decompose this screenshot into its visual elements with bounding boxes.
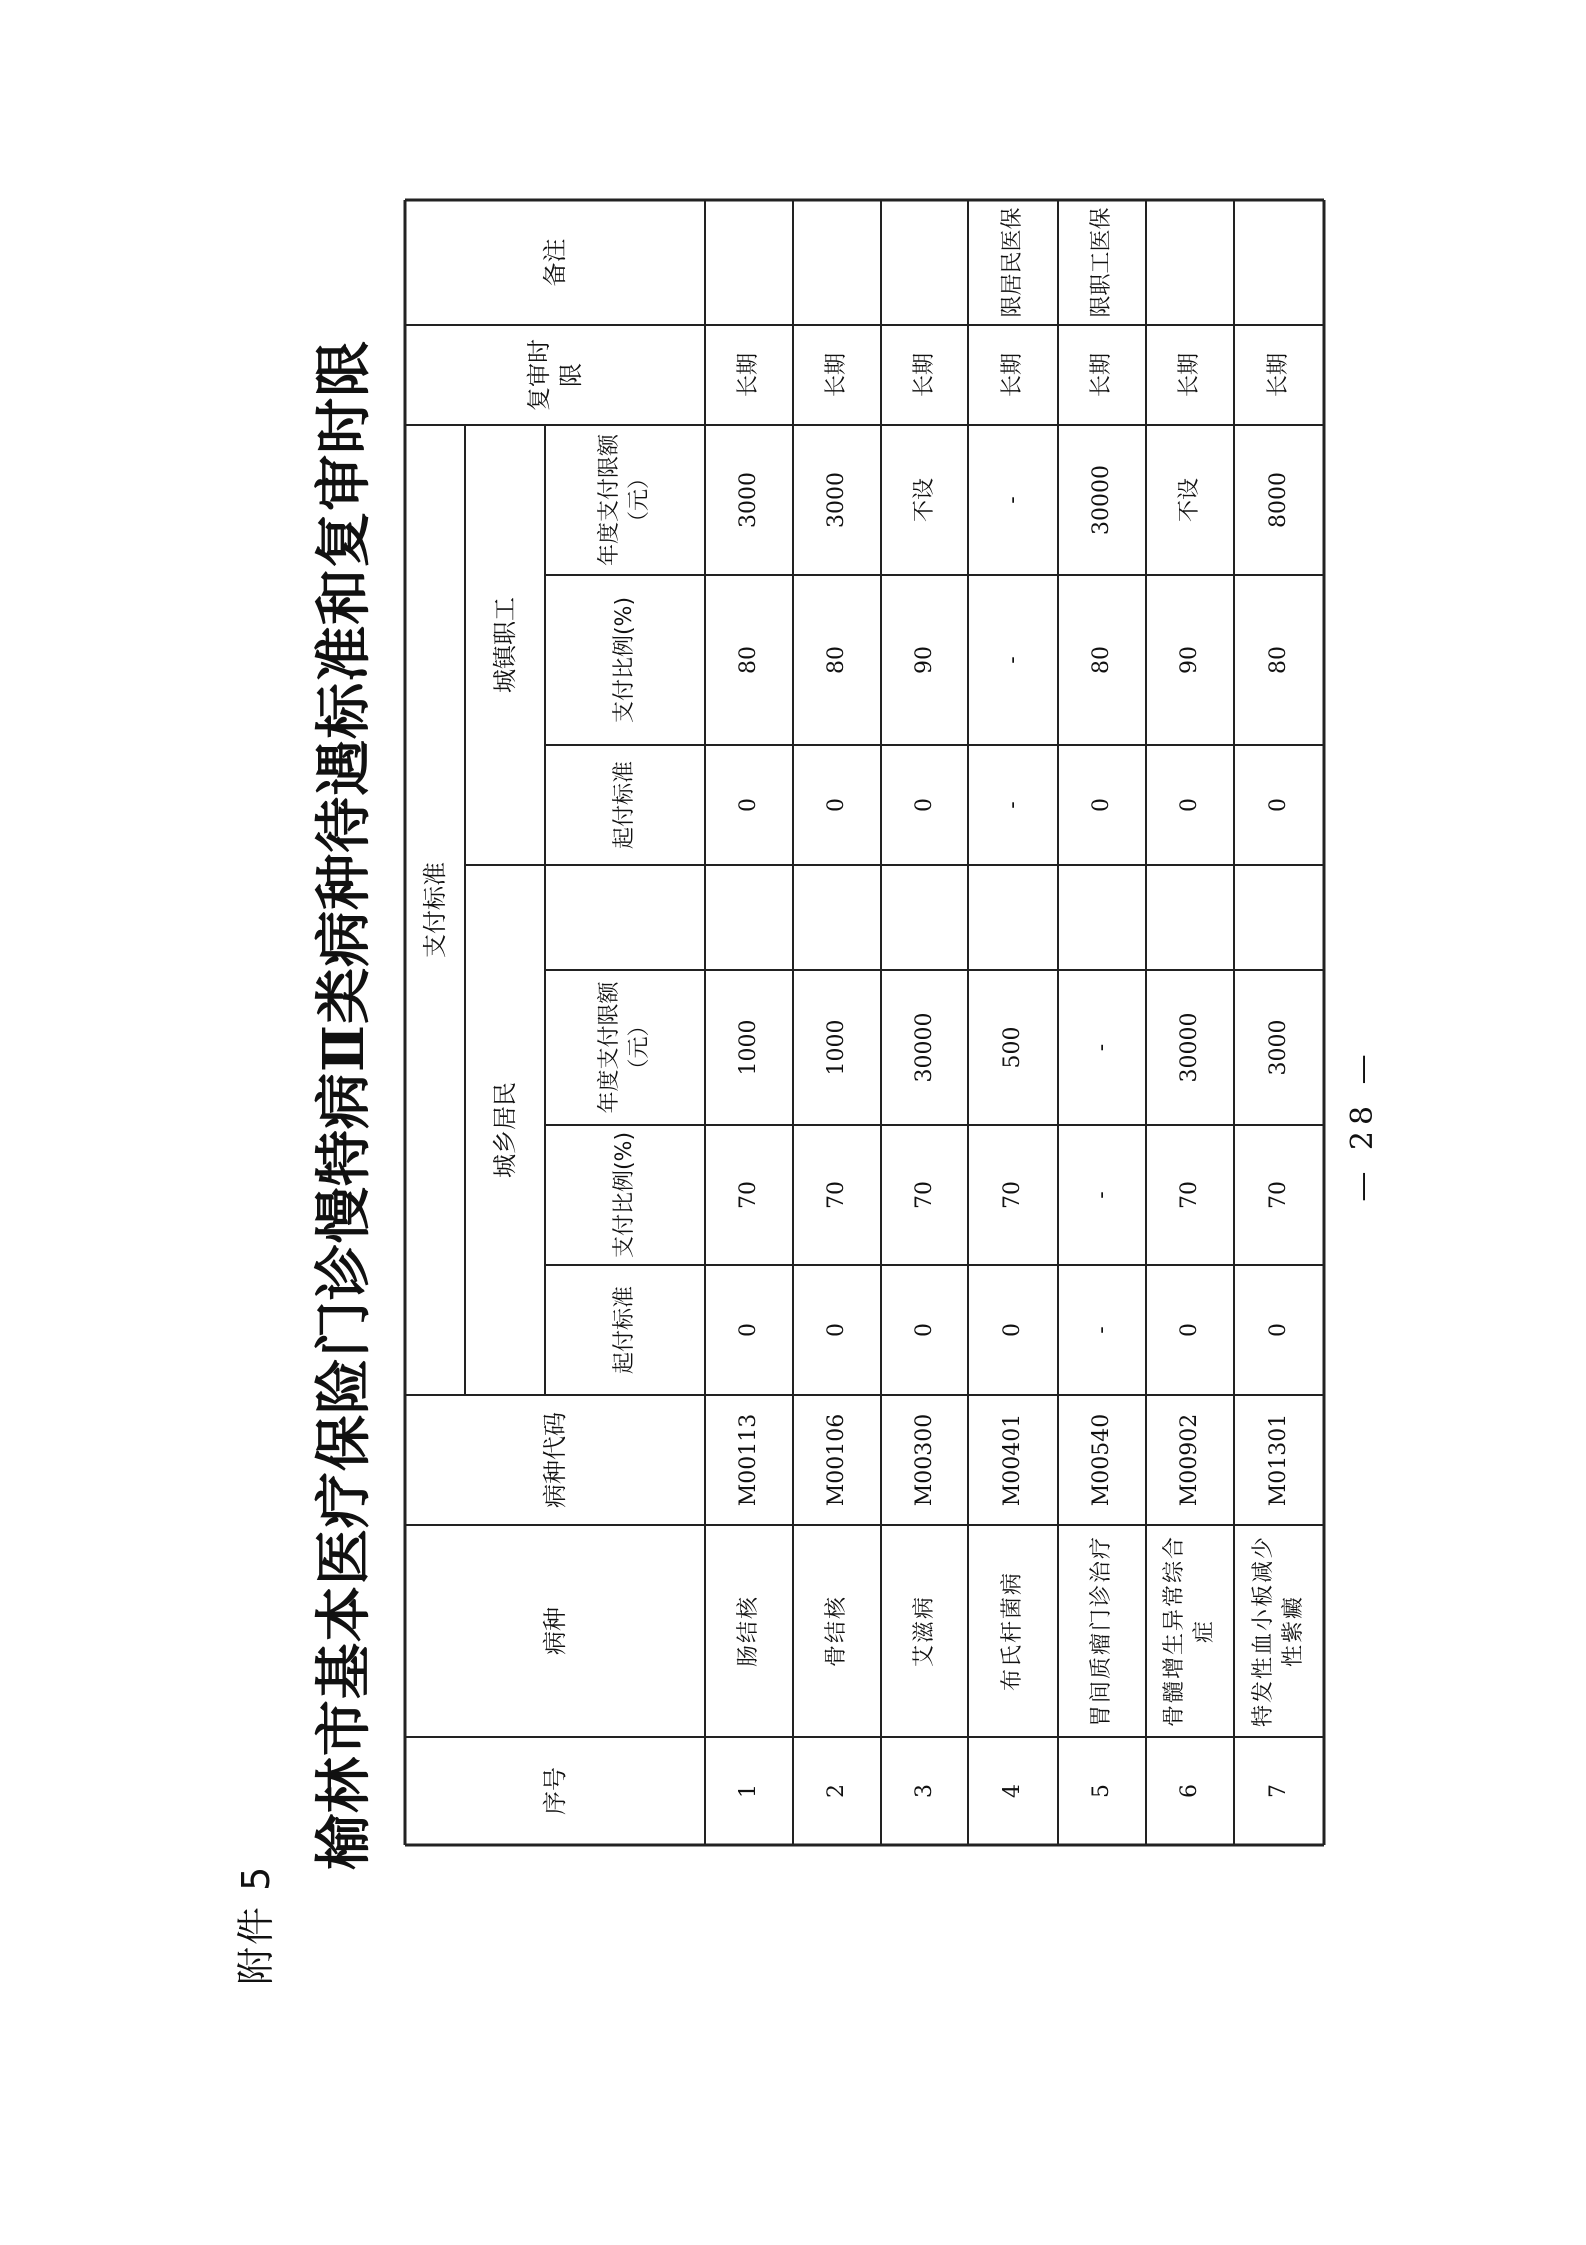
review-period-cell: 长期 — [1266, 353, 1292, 398]
review-period-cell: 长期 — [911, 353, 937, 398]
worker-limit-cell: 不设 — [911, 478, 937, 523]
worker-deductible-cell: 0 — [911, 798, 937, 812]
note-cell — [793, 200, 881, 325]
attachment-label: 附件 5 — [234, 1864, 278, 1985]
worker-header-deductible: 起付标准 — [612, 761, 638, 850]
table-row-code: M00401 — [1000, 1413, 1026, 1507]
note-cell: 限职工医保 — [1089, 207, 1115, 318]
table-row-code: M00902 — [1177, 1413, 1203, 1507]
table-row-code: M01301 — [1266, 1413, 1292, 1507]
table-row-seq: 7 — [1266, 1784, 1292, 1798]
resident-deductible-cell: 0 — [1177, 1323, 1203, 1337]
resident-deductible-cell: 0 — [1000, 1323, 1026, 1337]
worker-deductible-cell: 0 — [1089, 798, 1115, 812]
worker-ratio-cell: 90 — [1177, 646, 1203, 674]
header-code: 病种代码 — [540, 1412, 569, 1508]
resident-limit-cell: 30000 — [1177, 1012, 1203, 1083]
worker-limit-cell: 30000 — [1089, 465, 1115, 535]
note-cell: 限居民医保 — [1000, 207, 1026, 318]
table-row-seq: 2 — [824, 1784, 850, 1798]
header-disease: 病种 — [540, 1607, 569, 1655]
worker-ratio-cell: 80 — [1266, 646, 1292, 674]
resident-ratio-cell: - — [1089, 1191, 1115, 1199]
note-cell — [1234, 200, 1324, 325]
table-row-seq: 3 — [911, 1784, 937, 1798]
worker-header-annual-limit: 年度支付限额（元） — [597, 434, 652, 567]
resident-deductible-cell: 0 — [824, 1323, 850, 1337]
resident-deductible-cell: 0 — [736, 1323, 762, 1337]
table-row-disease: 胃间质瘤门诊治疗 — [1089, 1535, 1115, 1728]
table-row-disease: 布氏杆菌病 — [1000, 1571, 1026, 1692]
worker-limit-cell: 8000 — [1266, 472, 1292, 528]
review-period-cell: 长期 — [1000, 353, 1026, 398]
resident-ratio-cell: 70 — [824, 1181, 850, 1209]
worker-ratio-cell: 80 — [736, 646, 762, 674]
table-row-seq: 1 — [736, 1784, 762, 1798]
header-pay-standard: 支付标准 — [420, 862, 449, 958]
review-period-cell: 长期 — [1089, 353, 1115, 398]
table-row-disease: 特发性血小板减少性紫癜 — [1251, 1535, 1306, 1728]
worker-deductible-cell: 0 — [736, 798, 762, 812]
review-period-cell: 长期 — [824, 353, 850, 398]
resident-limit-cell: 1000 — [824, 1019, 850, 1076]
resident-header-annual-limit: 年度支付限额（元） — [597, 981, 652, 1114]
table-row-seq: 5 — [1089, 1784, 1115, 1798]
header-seq: 序号 — [540, 1767, 569, 1815]
worker-deductible-cell: 0 — [1266, 798, 1292, 812]
resident-ratio-cell: 70 — [1177, 1181, 1203, 1209]
note-cell — [705, 200, 793, 325]
table-row-disease: 骨结核 — [824, 1595, 850, 1668]
resident-ratio-cell: 70 — [736, 1181, 762, 1209]
note-cell — [881, 200, 968, 325]
resident-header-deductible: 起付标准 — [612, 1286, 638, 1375]
table-row-disease: 骨髓增生异常综合症 — [1162, 1535, 1217, 1728]
header-review: 复审时限 — [524, 339, 585, 411]
resident-limit-cell: 500 — [1000, 1026, 1026, 1069]
resident-limit-cell: 3000 — [1266, 1019, 1292, 1076]
resident-deductible-cell: - — [1089, 1326, 1115, 1334]
resident-deductible-cell: 0 — [1266, 1323, 1292, 1337]
page-number: — 28 — — [1345, 1048, 1380, 1202]
table-row-seq: 6 — [1177, 1784, 1203, 1798]
resident-header-ratio: 支付比例(%) — [612, 1131, 638, 1259]
table-row-code: M00113 — [736, 1413, 762, 1507]
resident-deductible-cell: 0 — [911, 1323, 937, 1337]
worker-deductible-cell: - — [1000, 801, 1026, 809]
worker-deductible-cell: 0 — [1177, 798, 1203, 812]
worker-limit-cell: 不设 — [1177, 478, 1203, 523]
worker-header-ratio: 支付比例(%) — [612, 596, 638, 724]
worker-ratio-cell: - — [1000, 656, 1026, 664]
worker-limit-cell: - — [1000, 496, 1026, 504]
note-cell — [1146, 200, 1234, 325]
page-title: 榆林市基本医疗保险门诊慢特病Ⅱ类病种待遇标准和复审时限 — [311, 339, 377, 1871]
resident-limit-cell: - — [1089, 1043, 1115, 1052]
resident-ratio-cell: 70 — [911, 1181, 937, 1209]
resident-limit-cell: 30000 — [911, 1012, 937, 1083]
worker-ratio-cell: 90 — [911, 646, 937, 674]
header-note: 备注 — [540, 238, 569, 287]
header-resident: 城乡居民 — [490, 1082, 519, 1178]
worker-limit-cell: 3000 — [736, 472, 762, 528]
resident-limit-cell: 1000 — [736, 1019, 762, 1076]
table-row-disease: 艾滋病 — [911, 1595, 937, 1668]
resident-ratio-cell: 70 — [1266, 1181, 1292, 1209]
worker-ratio-cell: 80 — [1089, 646, 1115, 674]
table-row-code: M00106 — [824, 1413, 850, 1507]
worker-limit-cell: 3000 — [824, 472, 850, 528]
table-row-code: M00300 — [911, 1413, 937, 1507]
review-period-cell: 长期 — [736, 353, 762, 398]
review-period-cell: 长期 — [1177, 353, 1203, 398]
resident-ratio-cell: 70 — [1000, 1181, 1026, 1209]
header-worker: 城镇职工 — [490, 597, 519, 693]
table-row-seq: 4 — [1000, 1784, 1026, 1798]
table-row-disease: 肠结核 — [736, 1595, 762, 1668]
table-row-code: M00540 — [1089, 1413, 1115, 1507]
worker-ratio-cell: 80 — [824, 646, 850, 674]
worker-deductible-cell: 0 — [824, 798, 850, 812]
